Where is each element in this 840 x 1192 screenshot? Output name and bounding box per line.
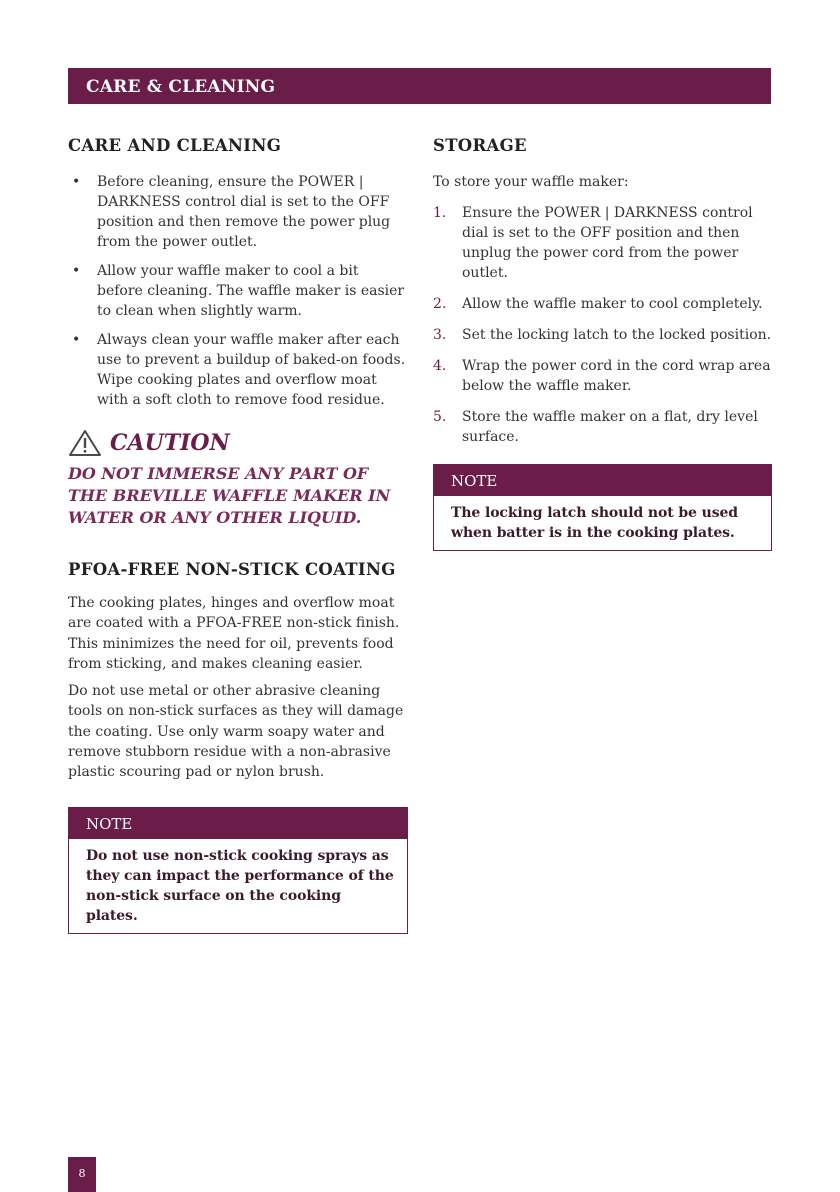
storage-heading: STORAGE [433, 136, 527, 155]
storage-steps-list [433, 203, 773, 447]
bullet-icon: • [72, 332, 81, 348]
caution-title [68, 429, 408, 457]
list-item: 5. Store the waffle maker on a flat, dry level surface. [433, 409, 758, 445]
caution-label: CAUTION [110, 430, 230, 456]
list-item: 1. Ensure the POWER | DARKNESS control dial is set to the OFF position and then unplug the power cord from the power outlet. [433, 205, 753, 281]
caution-text: DO NOT IMMERSE ANY PART OF THE BREVILLE WAFFLE MAKER IN WATER OR ANY OTHER LIQUID. [68, 464, 391, 527]
step-number: 2. [433, 296, 447, 312]
note-box [68, 807, 408, 934]
step-number: 5. [433, 409, 447, 425]
storage-intro: To store your waffle maker: [433, 174, 629, 190]
bullet-icon: • [72, 263, 81, 279]
pfoa-heading: PFOA-FREE NON-STICK COATING [68, 560, 396, 579]
page-number: 8 [68, 1157, 96, 1192]
note-label: NOTE [434, 465, 771, 496]
list-item: 4. Wrap the power cord in the cord wrap area below the waffle maker. [433, 358, 771, 394]
list-item: • Always clean your waffle maker after each use to prevent a buildup of baked-on foods. Wipe cooking plates and overflow moat with a soft cloth to remove food residue. [72, 332, 406, 408]
caution-block [68, 429, 408, 529]
section-header-bar: CARE & CLEANING [68, 68, 771, 104]
step-number: 3. [433, 327, 447, 343]
note-text: The locking latch should not be used when batter is in the cooking plates. [451, 505, 738, 541]
care-bullet-list [68, 172, 408, 410]
care-heading: CARE AND CLEANING [68, 136, 282, 155]
note-box [433, 464, 772, 551]
list-item: • Allow your waffle maker to cool a bit before cleaning. The waffle maker is easier to clean when slightly warm. [72, 263, 405, 319]
note-label: NOTE [69, 808, 407, 839]
step-number: 4. [433, 358, 447, 374]
step-number: 1. [433, 205, 447, 221]
left-column [68, 136, 408, 934]
warning-triangle-icon [68, 429, 102, 457]
pfoa-paragraph: Do not use metal or other abrasive cleaning tools on non-stick surfaces as they will damage the coating. Use only warm soapy water and remove stubborn residue with a non-abrasive plastic scouring pad or nylon brush. [68, 683, 404, 781]
bullet-icon: • [72, 174, 81, 190]
list-item: 3. Set the locking latch to the locked position. [433, 327, 772, 343]
pfoa-paragraph: The cooking plates, hinges and overflow moat are coated with a PFOA-FREE non-stick finish. This minimizes the need for oil, prevents food from sticking, and makes cleaning easier. [68, 595, 400, 672]
list-item: 2. Allow the waffle maker to cool completely. [433, 296, 763, 312]
note-text: Do not use non-stick cooking sprays as they can impact the performance of the non-stick surface on the cooking plates. [86, 847, 394, 924]
list-item: • Before cleaning, ensure the POWER | DARKNESS control dial is set to the OFF position and then remove the power plug from the power outlet. [72, 174, 391, 250]
right-column [433, 136, 773, 551]
